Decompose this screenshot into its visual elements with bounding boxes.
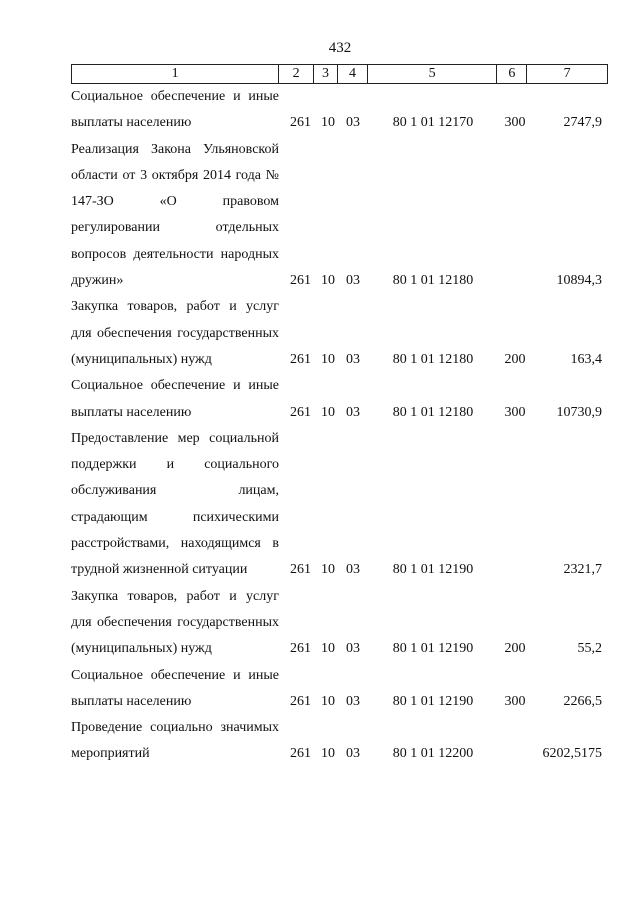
row-col-5: 80 1 01 12200 — [392, 746, 474, 762]
row-col-2: 261 — [290, 641, 311, 657]
table-row — [71, 137, 608, 295]
row-name: Реализация Закона Ульяновской области от 3 октября 2014 года № 147-ЗО «О правовом регулировании отдельных вопросов деятельности народных дружин» — [71, 141, 279, 289]
row-col-4: 03 — [346, 273, 360, 289]
row-col-2: 261 — [290, 351, 311, 367]
row-col-2: 261 — [290, 115, 311, 131]
page-number: 432 — [328, 40, 352, 56]
row-col-3: 10 — [321, 693, 335, 709]
row-col-5: 80 1 01 12180 — [392, 351, 474, 367]
row-col-4: 03 — [346, 115, 360, 131]
table-row — [71, 294, 608, 373]
row-col-4: 03 — [346, 404, 360, 420]
table-row — [71, 84, 608, 137]
row-col-7: 10730,9 — [556, 404, 602, 420]
row-col-5: 80 1 01 12190 — [392, 693, 474, 709]
row-col-3: 10 — [321, 404, 335, 420]
row-name: Предоставление мер социальной поддержки и социального обслуживания лицам, страдающим психическими расстройствами, находящимся в трудной жизненной ситуации — [71, 430, 279, 578]
row-col-5: 80 1 01 12190 — [392, 562, 474, 578]
row-col-6: 200 — [504, 641, 526, 657]
row-col-6: 300 — [504, 404, 526, 420]
row-col-4: 03 — [346, 693, 360, 709]
row-col-4: 03 — [346, 641, 360, 657]
header-col-2: 2 — [279, 65, 314, 83]
header-col-5: 5 — [368, 65, 498, 83]
row-col-7: 10894,3 — [556, 273, 602, 289]
row-name: Социальное обеспечение и иные выплаты населению — [71, 378, 279, 420]
table-header — [71, 64, 608, 84]
row-col-4: 03 — [346, 562, 360, 578]
header-col-1: 1 — [72, 65, 279, 83]
row-col-4: 03 — [346, 746, 360, 762]
table-row — [71, 373, 608, 426]
row-col-7: 6202,5175 — [542, 746, 602, 762]
row-col-2: 261 — [290, 693, 311, 709]
header-col-6: 6 — [497, 65, 527, 83]
row-col-6: 300 — [504, 115, 526, 131]
row-col-7: 2266,5 — [563, 693, 602, 709]
row-col-3: 10 — [321, 746, 335, 762]
row-col-7: 55,2 — [577, 641, 602, 657]
table-row — [71, 663, 608, 716]
table-row — [71, 426, 608, 584]
row-col-4: 03 — [346, 351, 360, 367]
row-col-6: 200 — [504, 351, 526, 367]
row-col-2: 261 — [290, 746, 311, 762]
header-col-4: 4 — [338, 65, 368, 83]
row-col-5: 80 1 01 12180 — [392, 404, 474, 420]
row-col-3: 10 — [321, 115, 335, 131]
row-col-3: 10 — [321, 273, 335, 289]
header-col-3: 3 — [314, 65, 338, 83]
row-col-5: 80 1 01 12190 — [392, 641, 474, 657]
table-row — [71, 715, 608, 768]
row-col-2: 261 — [290, 404, 311, 420]
row-col-5: 80 1 01 12170 — [392, 115, 474, 131]
row-name: Закупка товаров, работ и услуг для обеспечения государственных (муниципальных) нужд — [71, 299, 279, 367]
row-col-3: 10 — [321, 641, 335, 657]
row-col-2: 261 — [290, 562, 311, 578]
row-name: Закупка товаров, работ и услуг для обеспечения государственных (муниципальных) нужд — [71, 588, 279, 657]
row-col-7: 163,4 — [570, 351, 602, 367]
row-name: Социальное обеспечение и иные выплаты населению — [71, 89, 279, 131]
table-row — [71, 584, 608, 663]
row-col-7: 2321,7 — [563, 562, 602, 578]
row-name: Социальное обеспечение и иные выплаты населению — [71, 667, 279, 709]
table-body — [71, 84, 608, 768]
row-col-7: 2747,9 — [563, 115, 602, 131]
row-col-5: 80 1 01 12180 — [392, 273, 474, 289]
row-col-2: 261 — [290, 273, 311, 289]
row-col-3: 10 — [321, 351, 335, 367]
row-name: Проведение социально значимых мероприятий — [71, 720, 279, 762]
row-col-6: 300 — [504, 693, 526, 709]
row-col-3: 10 — [321, 562, 335, 578]
header-col-7: 7 — [563, 66, 571, 81]
